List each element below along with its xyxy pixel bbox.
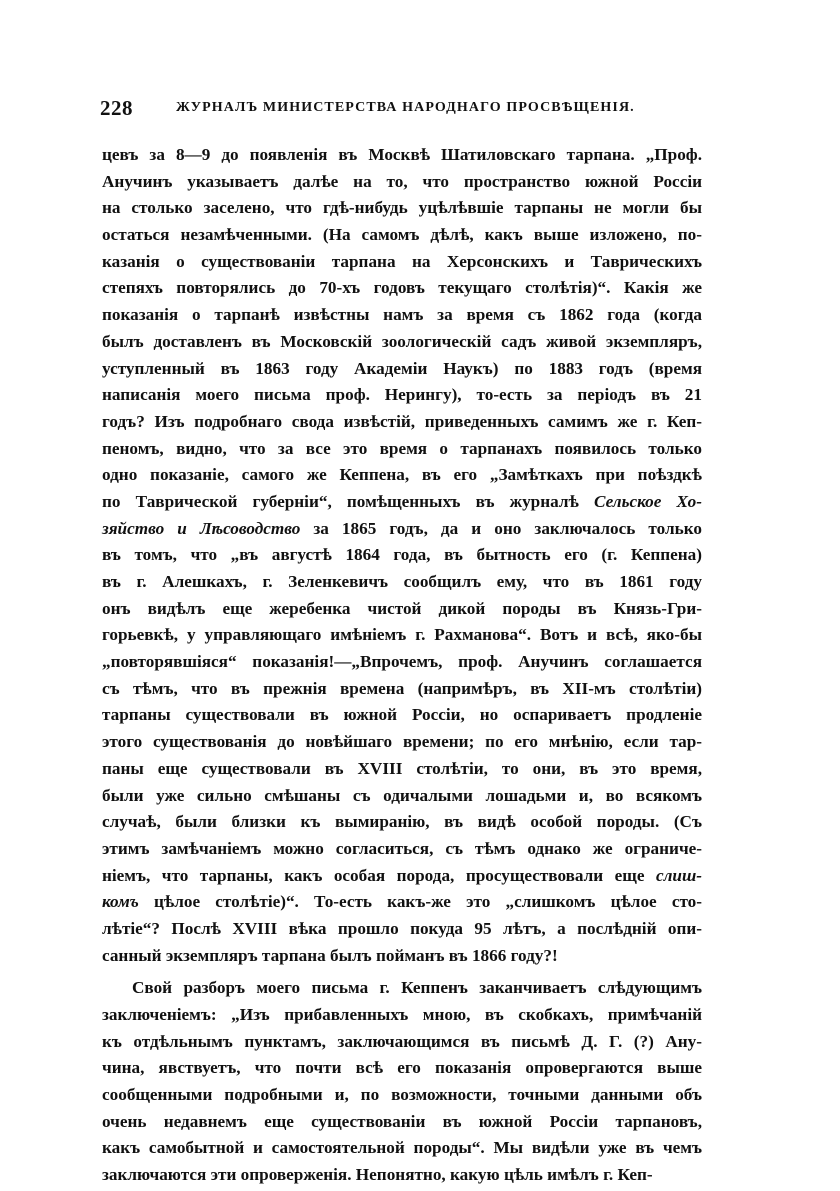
text-line: одно показаніе, самого же Кеппена, въ его „Замѣткахъ при поѣздкѣ: [102, 465, 702, 485]
text-line: въ г. Алешкахъ, г. Зеленкевичъ сообщилъ ему, что въ 1861 году: [102, 572, 702, 591]
paragraph-2: [102, 975, 702, 1189]
italic-text: Сельское Хо-: [594, 491, 702, 511]
text-line: этого существованія до новѣйшаго времени; по его мнѣнію, если тар-: [102, 732, 702, 752]
text-line: уступленный въ 1863 году Академіи Наукъ) по 1883 годъ (время: [102, 358, 702, 378]
running-head: ЖУРНАЛЪ МИНИСТЕРСТВА НАРОДНАГО ПРОСВѢЩЕНІЯ.: [176, 100, 635, 115]
text-line: случаѣ, были близки къ вымиранію, въ видѣ особой породы. (Съ: [102, 812, 702, 832]
text-line: на столько заселено, что гдѣ-нибудь уцѣлѣвшіе тарпаны не могли бы: [102, 198, 702, 218]
text-line: остаться незамѣченными. (На самомъ дѣлѣ, какъ выше изложено, по-: [102, 225, 702, 245]
text-line: этимъ замѣчаніемъ можно согласиться, съ тѣмъ однако же ограниче-: [102, 838, 702, 858]
body-text: [102, 142, 702, 1189]
text-line: написанія моего письма проф. Нерингу), то-есть за періодъ въ 21: [102, 385, 702, 405]
text-line: лѣтіе“? Послѣ XVIII вѣка прошло покуда 95 лѣтъ, а послѣдній опи-: [102, 918, 702, 938]
text-line: санный экземпляръ тарпана былъ пойманъ въ 1866 году?!: [102, 945, 558, 965]
text-line: годъ? Изъ подробнаго свода извѣстій, приведенныхъ самимъ же г. Кеп-: [102, 411, 702, 431]
text-line: Свой разборъ моего письма г. Кеппенъ заканчиваетъ слѣдующимъ: [132, 978, 702, 998]
text-line: пеномъ, видно, что за все это время о тарпанахъ появилось только: [102, 438, 702, 458]
text-line: съ тѣмъ, что въ прежнія времена (напримѣръ, въ XII-мъ столѣтіи): [102, 678, 702, 698]
text-line: Анучинъ указываетъ далѣе на то, что пространство южной Россіи: [102, 171, 702, 191]
text-line: по Таврической губерніи“, помѣщенныхъ въ журналѣ Сельское Хо-: [102, 491, 702, 511]
text-line: цевъ за 8—9 до появленія въ Москвѣ Шатиловскаго тарпана. „Проф.: [102, 145, 702, 164]
text-line: комъ цѣлое столѣтіе)“. То-есть какъ-же это „слишкомъ цѣлое сто-: [102, 892, 702, 912]
text-line: какъ самобытной и самостоятельной породы“. Мы видѣли уже въ чемъ: [102, 1138, 702, 1158]
page-header: [100, 96, 712, 124]
text-line: были уже сильно смѣшаны съ одичалыми лошадьми и, во всякомъ: [102, 785, 702, 805]
text-line: заключаются эти опроверженія. Непонятно, какую цѣль имѣлъ г. Кеп-: [102, 1165, 653, 1185]
italic-text: комъ: [102, 892, 139, 912]
text-line: зяйство и Лѣсоводство за 1865 годъ, да и оно заключалось только: [102, 518, 702, 538]
text-line: показанія о тарпанѣ извѣстны намъ за время съ 1862 года (когда: [102, 305, 702, 325]
text-line: очень недавнемъ еще существованіи въ южной Россіи тарпановъ,: [102, 1111, 702, 1131]
text-line: „повторявшіяся“ показанія!—„Впрочемъ, проф. Анучинъ соглашается: [102, 652, 702, 672]
text-line: чина, явствуетъ, что почти всѣ его показанія опровергаются выше: [102, 1058, 702, 1078]
text-line: тарпаны существовали въ южной Россіи, но оспариваетъ продленіе: [102, 705, 702, 725]
text-line: къ отдѣльнымъ пунктамъ, заключающимся въ письмѣ Д. Г. (?) Ану-: [102, 1031, 702, 1051]
paragraph-1: [102, 142, 702, 969]
text-line: ніемъ, что тарпаны, какъ особая порода, просуществовали еще слиш-: [102, 865, 702, 885]
text-line: горьевкѣ, у управляющаго имѣніемъ г. Рахманова“. Вотъ и всѣ, яко-бы: [102, 625, 702, 645]
text-line: казанія о существованіи тарпана на Херсонскихъ и Таврическихъ: [102, 251, 702, 271]
text-line: былъ доставленъ въ Московскій зоологическій садъ живой экземпляръ,: [102, 331, 702, 351]
italic-text: зяйство и Лѣсоводство: [102, 518, 301, 538]
text-line: степяхъ повторялись до 70-хъ годовъ текущаго столѣтія)“. Какія же: [102, 278, 702, 298]
text-line: въ томъ, что „въ августѣ 1864 года, въ бытность его (г. Кеппена): [102, 545, 702, 565]
text-line: сообщенными подробными и, по возможности, точными данными объ: [102, 1085, 702, 1105]
text-line: паны еще существовали въ XVIII столѣтіи, то они, въ это время,: [102, 758, 702, 778]
text-line: онъ видѣлъ еще жеребенка чистой дикой породы въ Князь-Гри-: [102, 598, 702, 618]
italic-text: слиш-: [655, 865, 702, 885]
page-number: 228: [100, 96, 133, 120]
text-line: заключеніемъ: „Изъ прибавленныхъ мною, въ скобкахъ, примѣчаній: [102, 1005, 702, 1024]
